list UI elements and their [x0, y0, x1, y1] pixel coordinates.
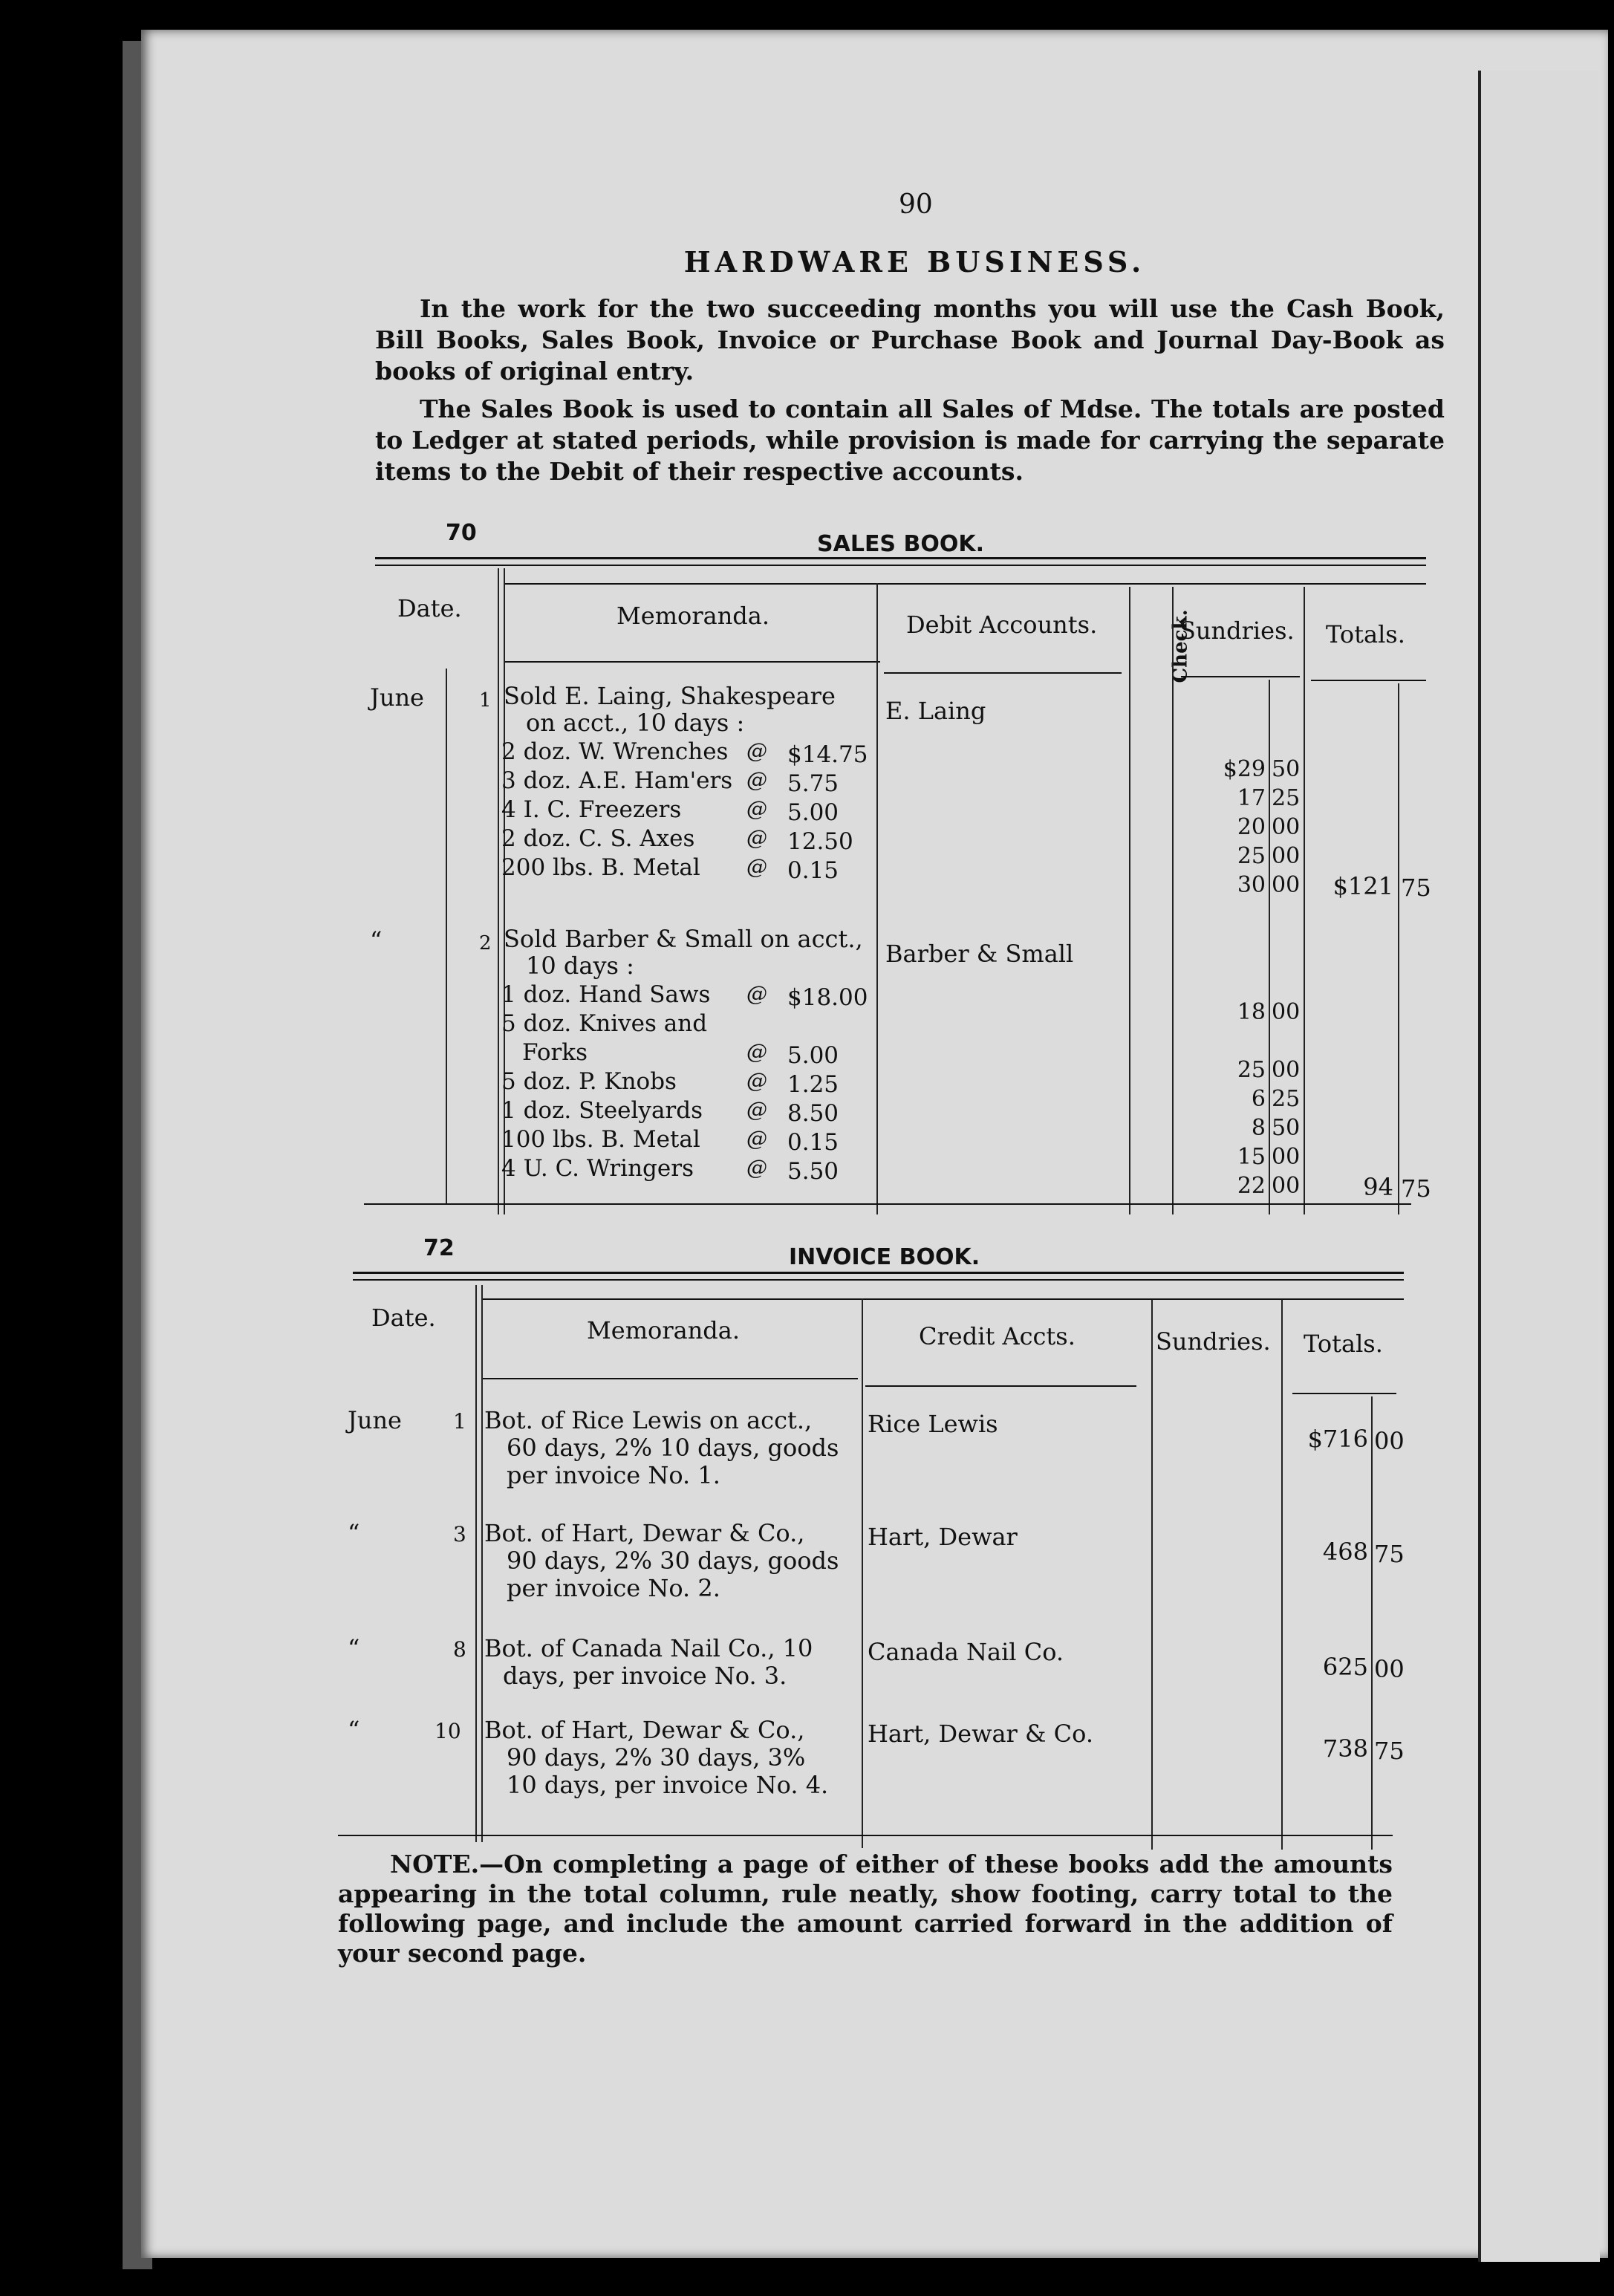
invoice-book-top-rule	[353, 1272, 1404, 1274]
sales-item-price: 5.50	[787, 1158, 839, 1185]
sales-item-dollars: 30	[1237, 872, 1266, 898]
sales-item-at: @	[746, 854, 767, 879]
sales-item-desc: 1 doz. Hand Saws	[501, 981, 711, 1008]
sales-item-price: 12.50	[787, 828, 853, 855]
sales-item-cents: 00	[1272, 1144, 1301, 1170]
invoice-entry-month: “	[348, 1716, 360, 1744]
sales-item-cents: 50	[1272, 756, 1301, 782]
sales-item-cents: 25	[1272, 785, 1301, 811]
sales-item-at: @	[746, 1126, 767, 1151]
sales-book-top-rule	[375, 557, 1426, 559]
invoice-memo-divider-1	[475, 1285, 477, 1842]
sales-item-cents: 00	[1272, 843, 1301, 869]
sales-item-cents: 00	[1272, 872, 1301, 898]
sales-item-at: @	[746, 767, 767, 792]
invoice-credit-divider	[862, 1298, 863, 1848]
invoice-entry-memo-line: Bot. of Rice Lewis on acct.,	[484, 1406, 813, 1434]
invoice-entry-month: “	[348, 1519, 360, 1547]
sales-entry-memo-line: on acct., 10 days :	[526, 709, 745, 737]
sales-item-desc: 4 U. C. Wringers	[501, 1155, 694, 1182]
sales-item-at: @	[746, 1068, 767, 1093]
sales-item-dollars: 8	[1251, 1115, 1266, 1141]
invoice-entry-account: Rice Lewis	[868, 1410, 998, 1438]
sales-header-totals: Totals.	[1326, 620, 1405, 648]
sales-item-dollars: 15	[1237, 1144, 1266, 1170]
sales-book-top-rule-2	[375, 565, 1426, 566]
intro-paragraph-2: The Sales Book is used to contain all Sales of Mdse. The totals are posted to Ledger at stated periods, while provision is made for carrying the separate items to the Debit of their respective accounts.	[375, 394, 1445, 486]
sales-entry-day: 1	[479, 689, 492, 712]
sales-item-dollars: 20	[1237, 814, 1266, 840]
sales-entry-total-dollars: 94	[1363, 1173, 1393, 1201]
sales-item-dollars: 25	[1237, 1057, 1266, 1083]
sales-item-desc: 1 doz. Steelyards	[501, 1097, 703, 1124]
invoice-entry-total-cents: 00	[1374, 1427, 1405, 1455]
invoice-entry-day: 10	[435, 1719, 461, 1743]
sales-item-cents: 00	[1272, 999, 1301, 1025]
invoice-header-sundries: Sundries.	[1156, 1327, 1271, 1356]
sales-entry-total-cents: 75	[1401, 1174, 1431, 1203]
sales-item-price: $14.75	[787, 741, 868, 768]
invoice-entry-account: Hart, Dewar	[868, 1523, 1018, 1551]
sales-debit-rule	[884, 672, 1122, 674]
invoice-book-bottom-rule	[338, 1835, 1393, 1836]
sales-item-price: 0.15	[787, 1129, 839, 1156]
invoice-entry-memo-line: Bot. of Canada Nail Co., 10	[484, 1634, 813, 1662]
sales-entry-month: “	[370, 926, 383, 955]
invoice-totals-cents-divider	[1371, 1396, 1373, 1850]
sales-memo-rule	[505, 661, 880, 663]
invoice-entry-total-dollars: $716	[1307, 1425, 1368, 1453]
sales-header-date: Date.	[397, 594, 462, 622]
sales-item-cents: 00	[1272, 1173, 1301, 1199]
page-title: HARDWARE BUSINESS.	[683, 245, 1146, 279]
sales-date-divider	[446, 669, 447, 1203]
invoice-entry-total-dollars: 738	[1322, 1734, 1368, 1763]
sales-entry-month: June	[370, 683, 424, 712]
sales-item-desc: Forks	[522, 1039, 588, 1066]
sales-item-desc: 4 I. C. Freezers	[501, 796, 682, 823]
sales-item-cents: 25	[1272, 1086, 1301, 1112]
sales-entry-memo-line: Sold E. Laing, Shakespeare	[504, 682, 836, 710]
page-edge	[1478, 71, 1600, 2262]
invoice-entry-day: 3	[453, 1522, 466, 1547]
sales-item-desc: 200 lbs. B. Metal	[501, 854, 700, 881]
invoice-book-title: INVOICE BOOK.	[789, 1244, 980, 1270]
sales-header-debit: Debit Accounts.	[906, 611, 1098, 639]
sales-item-dollars: $29	[1223, 756, 1266, 782]
invoice-entry-memo-line: per invoice No. 1.	[507, 1461, 720, 1489]
invoice-header-credit: Credit Accts.	[919, 1322, 1076, 1350]
sales-totals-rule	[1311, 680, 1426, 681]
sales-item-price: 5.75	[787, 770, 839, 797]
sales-sundries-cents-divider	[1269, 680, 1270, 1214]
sales-item-cents: 00	[1272, 1057, 1301, 1083]
sales-entry-account: Barber & Small	[885, 940, 1074, 968]
sales-debit-divider	[876, 583, 878, 1214]
sales-entry-memo-line: Sold Barber & Small on acct.,	[504, 925, 863, 953]
invoice-totals-rule	[1292, 1393, 1396, 1394]
invoice-entry-memo-line: 90 days, 2% 30 days, 3%	[507, 1743, 806, 1772]
sales-item-price: 1.25	[787, 1071, 839, 1098]
sales-item-desc: 2 doz. W. Wrenches	[501, 738, 729, 765]
invoice-entry-total-dollars: 468	[1322, 1538, 1368, 1566]
invoice-entry-total-dollars: 625	[1322, 1653, 1368, 1681]
sales-item-cents: 50	[1272, 1115, 1301, 1141]
sales-item-at: @	[746, 1097, 767, 1122]
sales-item-desc: 100 lbs. B. Metal	[501, 1126, 700, 1153]
invoice-entry-memo-line: days, per invoice No. 3.	[503, 1662, 787, 1690]
sales-item-desc: 2 doz. C. S. Axes	[501, 825, 695, 852]
sales-item-price: 5.00	[787, 1042, 839, 1069]
invoice-header-date: Date.	[371, 1304, 436, 1332]
sales-book-title: SALES BOOK.	[817, 531, 984, 557]
sales-item-at: @	[746, 738, 767, 763]
invoice-entry-total-cents: 00	[1374, 1655, 1405, 1683]
sales-memo-divider-1	[498, 568, 499, 1214]
page-number: 90	[899, 189, 933, 220]
invoice-totals-divider	[1281, 1300, 1283, 1850]
sales-book-header-rule	[505, 583, 1426, 585]
invoice-memo-divider-2	[481, 1285, 483, 1842]
sales-header-check: Check.	[1169, 609, 1192, 683]
sales-item-price: 5.00	[787, 799, 839, 826]
invoice-book-header-rule	[483, 1298, 1404, 1300]
sales-item-price: 8.50	[787, 1100, 839, 1127]
sales-item-at: @	[746, 825, 767, 850]
invoice-entry-memo-line: Bot. of Hart, Dewar & Co.,	[484, 1716, 805, 1744]
invoice-entry-account: Hart, Dewar & Co.	[868, 1720, 1094, 1748]
footnote: NOTE.—On completing a page of either of these books add the amounts appearing in the total column, rule neatly, show footing, carry total to the following page, and include the amount carried forward in the addition of your second page.	[338, 1850, 1393, 1968]
sales-book-page-number: 70	[446, 520, 477, 546]
sales-item-at: @	[746, 796, 767, 821]
invoice-memo-rule	[483, 1378, 858, 1379]
sales-item-dollars: 6	[1251, 1086, 1266, 1112]
invoice-entry-month: June	[348, 1406, 402, 1434]
sales-book-bottom-rule	[364, 1203, 1411, 1205]
sales-item-price: $18.00	[787, 984, 868, 1011]
invoice-entry-account: Canada Nail Co.	[868, 1638, 1064, 1666]
sales-entry-account: E. Laing	[885, 697, 986, 725]
invoice-entry-memo-line: per invoice No. 2.	[507, 1574, 720, 1602]
invoice-book-page-number: 72	[423, 1235, 455, 1261]
sales-sundries-divider	[1304, 587, 1305, 1214]
sales-item-at: @	[746, 981, 767, 1006]
sales-totals-cents-divider	[1398, 683, 1399, 1214]
invoice-book-top-rule-2	[353, 1279, 1404, 1281]
sales-entry-total-cents: 75	[1401, 874, 1431, 902]
invoice-entry-total-cents: 75	[1374, 1737, 1405, 1765]
sales-item-price: 0.15	[787, 857, 839, 884]
sales-item-at: @	[746, 1039, 767, 1064]
invoice-entry-day: 8	[453, 1637, 466, 1662]
sales-item-dollars: 25	[1237, 843, 1266, 869]
invoice-sundries-divider	[1151, 1300, 1153, 1850]
sales-check-divider-2	[1172, 587, 1174, 1214]
invoice-entry-month: “	[348, 1634, 360, 1662]
sales-item-desc: 3 doz. A.E. Ham'ers	[501, 767, 733, 794]
sales-entry-day: 2	[479, 932, 492, 955]
invoice-credit-rule	[865, 1385, 1136, 1387]
sales-item-dollars: 22	[1237, 1173, 1266, 1199]
sales-header-sundries: Sundries.	[1179, 617, 1295, 645]
invoice-entry-total-cents: 75	[1374, 1540, 1405, 1568]
invoice-entry-memo-line: 90 days, 2% 30 days, goods	[507, 1547, 839, 1575]
sales-entry-total-dollars: $121	[1332, 872, 1393, 900]
sales-check-divider-1	[1129, 587, 1130, 1214]
sales-item-at: @	[746, 1155, 767, 1180]
sales-item-desc: 5 doz. P. Knobs	[501, 1068, 677, 1095]
sales-item-cents: 00	[1272, 814, 1301, 840]
invoice-header-memo: Memoranda.	[587, 1316, 741, 1344]
invoice-entry-memo-line: 60 days, 2% 10 days, goods	[507, 1434, 839, 1462]
invoice-entry-day: 1	[453, 1409, 466, 1434]
sales-item-dollars: 18	[1237, 999, 1266, 1025]
sales-item-desc: 5 doz. Knives and	[501, 1010, 708, 1037]
sales-entry-memo-line: 10 days :	[526, 952, 634, 980]
sales-sundries-rule	[1181, 676, 1300, 677]
invoice-entry-memo-line: Bot. of Hart, Dewar & Co.,	[484, 1519, 805, 1547]
sales-item-dollars: 17	[1237, 785, 1266, 811]
invoice-header-totals: Totals.	[1304, 1330, 1383, 1358]
invoice-entry-memo-line: 10 days, per invoice No. 4.	[507, 1771, 829, 1799]
intro-paragraph-1: In the work for the two succeeding months you will use the Cash Book, Bill Books, Sales Book, Invoice or Purchase Book and Journal Day-Book as books of original entry.	[375, 294, 1445, 386]
sales-header-memo: Memoranda.	[616, 602, 770, 630]
